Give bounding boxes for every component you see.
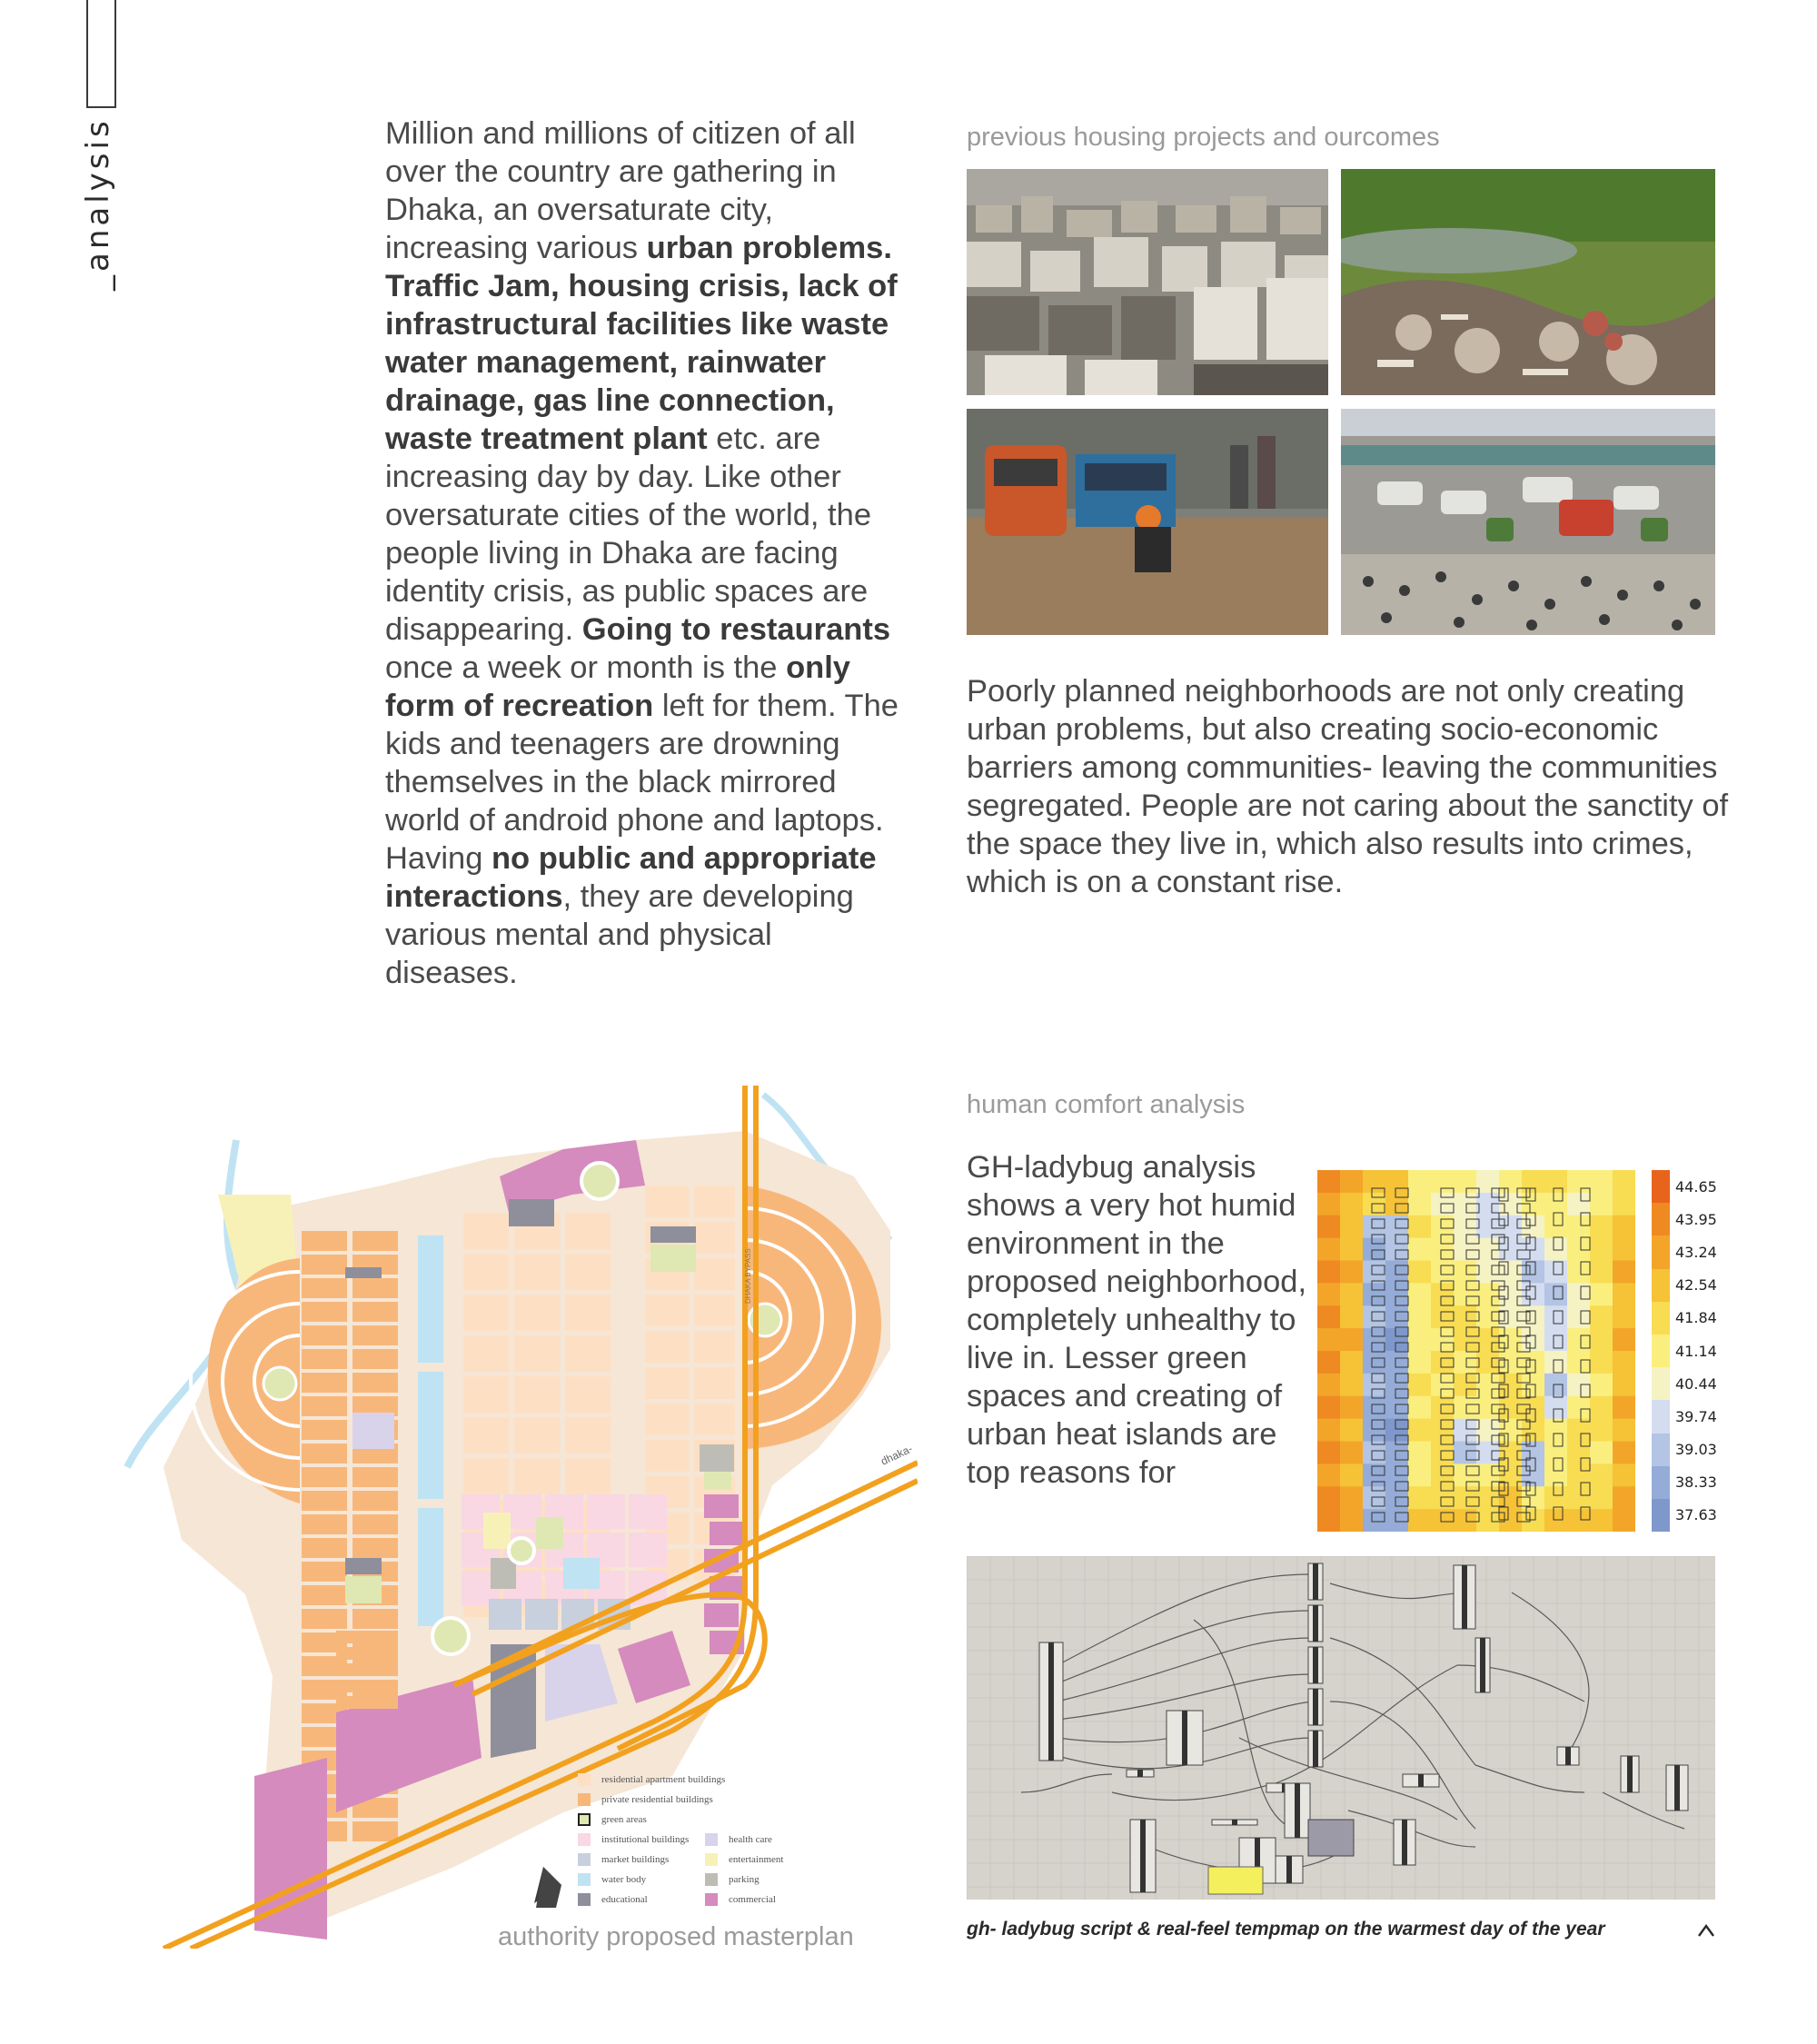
- body-text: left for them. The kids and teenagers are drowning themselves in the black mirrored world of android phone and laptops. Having: [385, 689, 899, 876]
- scale-row: [1652, 1335, 1733, 1367]
- legend-label: parking: [729, 1874, 760, 1885]
- scale-swatch: [1652, 1170, 1670, 1203]
- photo-traffic-crowd: [1341, 409, 1715, 635]
- comfort-paragraph: GH-ladybug analysis shows a very hot humid environment in the proposed neighborhood, completely unhealthy to live in. Lesser green spaces and creating of urban heat islands are top reasons for: [967, 1150, 1307, 1490]
- scale-value: 43.24: [1675, 1243, 1717, 1261]
- legend-item: [578, 1873, 646, 1886]
- legend-item: [705, 1833, 772, 1846]
- body-text: once a week or month is the: [385, 650, 787, 685]
- legend-label: educational: [601, 1894, 648, 1905]
- legend-label: market buildings: [601, 1854, 670, 1865]
- scale-row: [1652, 1499, 1733, 1532]
- scale-swatch: [1652, 1367, 1670, 1400]
- scale-swatch: [1652, 1466, 1670, 1499]
- scale-row: [1652, 1235, 1733, 1268]
- scale-swatch: [1652, 1335, 1670, 1367]
- legend-label: institutional buildings: [601, 1834, 690, 1845]
- scale-row: [1652, 1400, 1733, 1433]
- scale-swatch: [1652, 1499, 1670, 1532]
- legend-item: [578, 1833, 689, 1846]
- scale-value: 43.95: [1675, 1210, 1717, 1228]
- section-label: _analysis: [80, 117, 116, 291]
- legend-swatch: [578, 1893, 591, 1906]
- masterplan-map: [109, 1086, 918, 1949]
- photo-waste-dump: [1341, 169, 1715, 395]
- legend-item: [578, 1793, 713, 1806]
- legend-item: [578, 1813, 647, 1826]
- legend-label: commercial: [729, 1894, 776, 1905]
- scale-value: 44.65: [1675, 1177, 1717, 1196]
- north-arrow-icon: [534, 1867, 561, 1908]
- scale-value: 39.03: [1675, 1441, 1717, 1459]
- scale-value: 42.54: [1675, 1276, 1717, 1295]
- legend-label: private residential buildings: [601, 1794, 713, 1805]
- legend-label: entertainment: [729, 1854, 784, 1865]
- legend-swatch: [705, 1833, 718, 1846]
- legend-swatch: [578, 1873, 591, 1886]
- heatmap-scale: [1652, 1170, 1733, 1532]
- caret-up-icon[interactable]: [1697, 1919, 1715, 1944]
- scale-value: 41.84: [1675, 1309, 1717, 1327]
- legend-label: water body: [601, 1874, 647, 1885]
- legend-label: health care: [729, 1834, 772, 1845]
- grasshopper-script: [967, 1556, 1715, 1900]
- legend-item: [578, 1893, 648, 1906]
- photo-flooded-street: [967, 409, 1328, 635]
- gh-caption: gh- ladybug script & real-feel tempmap on the warmest day of the year: [967, 1919, 1605, 1940]
- road-label: dhaka-: [879, 1442, 915, 1468]
- scale-row: [1652, 1269, 1733, 1302]
- body-text: Million and millions of citizen of all over the country are gathering in Dhaka, an oversaturate city, increasing various: [385, 116, 856, 265]
- emphasis-text: no public and appropriate interactions: [385, 841, 877, 914]
- legend-item: [705, 1873, 760, 1886]
- legend-swatch: [578, 1833, 591, 1846]
- scale-row: [1652, 1170, 1733, 1203]
- masterplan-caption: authority proposed masterplan: [498, 1922, 854, 1951]
- comfort-title: human comfort analysis: [967, 1090, 1246, 1119]
- legend-swatch: [705, 1873, 718, 1886]
- scale-row: [1652, 1302, 1733, 1335]
- legend-swatch: [578, 1773, 591, 1786]
- body-text: etc. are increasing day by day. Like other oversaturate cities of the world, the people living in Dhaka are facing identity crisis, as public spaces are disappearing.: [385, 422, 872, 647]
- legend-item: [578, 1853, 669, 1866]
- scale-row: [1652, 1434, 1733, 1466]
- housing-title: previous housing projects and ourcomes: [967, 123, 1440, 152]
- emphasis-text: Going to restaurants: [581, 612, 891, 647]
- scale-value: 37.63: [1675, 1506, 1717, 1524]
- neighborhood-paragraph: Poorly planned neighborhoods are not only creating urban problems, but also creating socio-economic barriers among communities- leaving the communities segregated. People are not caring about the sanctity of the space they live in, which also results into crimes, which is on a constant rise.: [967, 674, 1729, 899]
- road-label: DHAKA BYPASS: [744, 1248, 752, 1304]
- legend-item: [705, 1893, 776, 1906]
- scale-value: 39.74: [1675, 1407, 1717, 1425]
- scale-row: [1652, 1466, 1733, 1499]
- legend-swatch: [578, 1813, 591, 1826]
- legend-item: [578, 1773, 725, 1786]
- body-text: , they are developing various mental and physical diseases.: [385, 879, 854, 990]
- legend-swatch: [578, 1793, 591, 1806]
- legend-label: residential apartment buildings: [601, 1774, 726, 1785]
- photo-dense-city: [967, 169, 1328, 395]
- legend-label: green areas: [601, 1814, 647, 1825]
- scale-value: 38.33: [1675, 1473, 1717, 1492]
- scale-swatch: [1652, 1235, 1670, 1268]
- emphasis-text: urban problems. Traffic Jam, housing crisis, lack of infrastructural facilities like waste water management, rainwater drainage, gas line connection, waste treatment plant: [385, 231, 898, 456]
- scale-swatch: [1652, 1302, 1670, 1335]
- heatmap: [1317, 1170, 1635, 1532]
- scale-swatch: [1652, 1400, 1670, 1433]
- scale-swatch: [1652, 1203, 1670, 1235]
- side-rule: [86, 0, 88, 107]
- side-rule: [114, 0, 116, 107]
- legend-swatch: [705, 1853, 718, 1866]
- scale-row: [1652, 1203, 1733, 1235]
- legend-item: [705, 1853, 783, 1866]
- scale-swatch: [1652, 1434, 1670, 1466]
- scale-swatch: [1652, 1269, 1670, 1302]
- side-rule: [86, 106, 116, 108]
- emphasis-text: only form of recreation: [385, 650, 850, 723]
- legend-swatch: [705, 1893, 718, 1906]
- scale-row: [1652, 1367, 1733, 1400]
- intro-paragraph: [385, 114, 912, 992]
- legend-swatch: [578, 1853, 591, 1866]
- scale-value: 41.14: [1675, 1342, 1717, 1360]
- scale-value: 40.44: [1675, 1374, 1717, 1393]
